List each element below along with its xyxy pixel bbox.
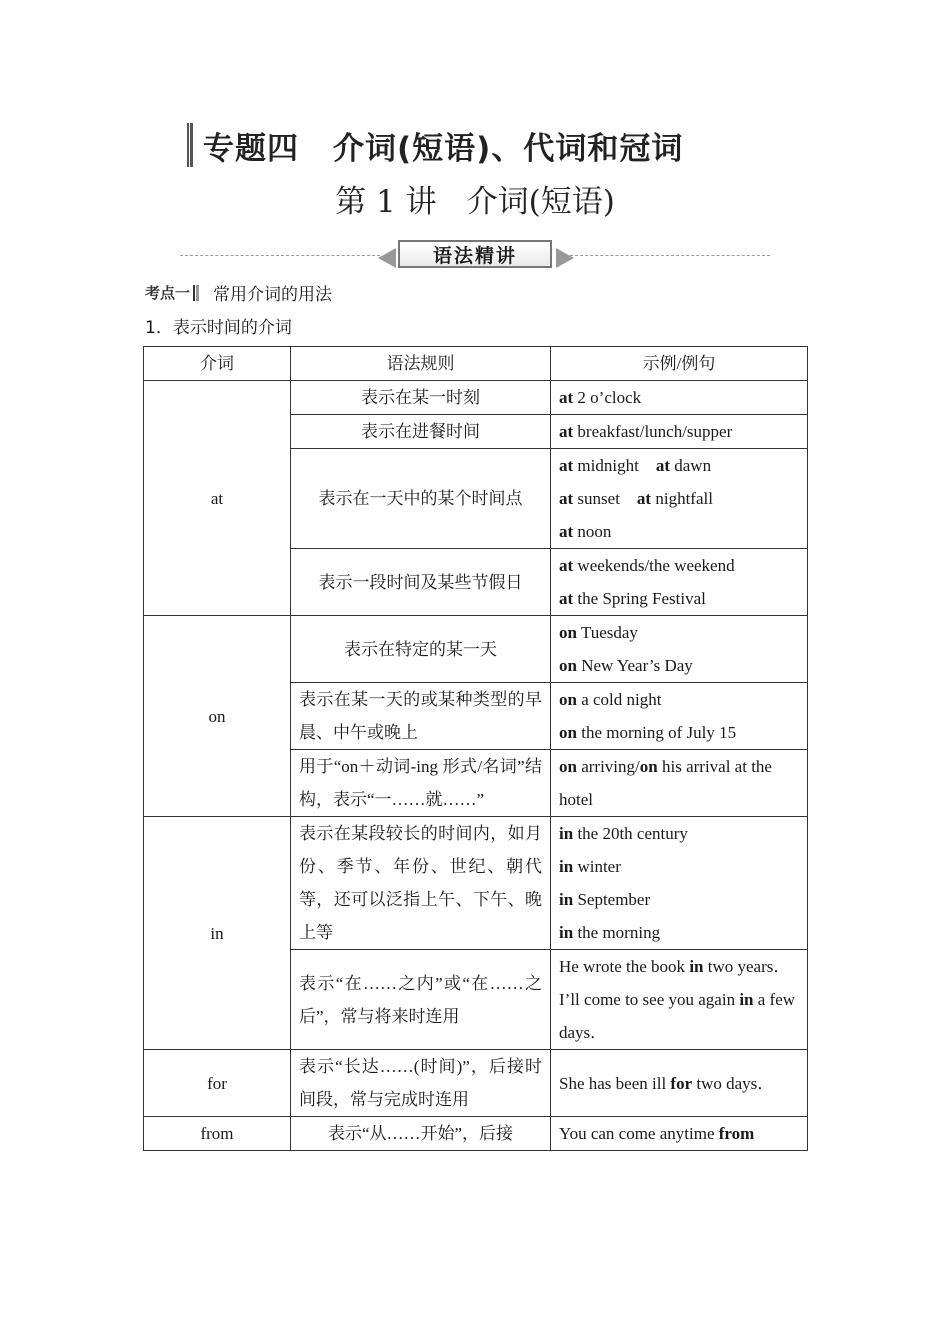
example-cell	[551, 449, 808, 549]
rule-cell: 表示一段时间及某些节假日	[291, 549, 551, 616]
example-text: a cold night	[576, 690, 662, 709]
example-keyword: at	[559, 388, 574, 407]
example-line	[559, 415, 799, 448]
example-cell	[551, 817, 808, 950]
example-text: his arrival at the hotel	[559, 757, 772, 809]
banner-label: 语法精讲	[398, 240, 552, 268]
example-text: weekends/the weekend	[573, 556, 735, 575]
lecture-name: 介词(短语)	[466, 184, 615, 220]
example-line	[559, 1067, 799, 1100]
example-text: dawn	[670, 456, 712, 475]
banner-left-wing	[378, 248, 396, 268]
rule-cell: 表示“长达……(时间)”，后接时间段，常与完成时连用	[291, 1050, 551, 1117]
example-line	[559, 482, 799, 515]
point-marker-icon	[193, 285, 199, 301]
example-keyword: at	[655, 456, 670, 475]
preposition-table	[143, 346, 808, 1151]
example-keyword: at	[559, 422, 574, 441]
rule-cell: 表示在某一天的或某种类型的早晨、中午或晚上	[291, 683, 551, 750]
example-keyword: at	[636, 489, 652, 508]
example-text: midnight	[573, 456, 656, 475]
example-keyword: on	[559, 656, 577, 675]
example-line	[559, 950, 799, 983]
preposition-cell: on	[144, 616, 291, 817]
table-header-row	[144, 347, 808, 381]
table-body	[144, 381, 808, 1151]
example-keyword: on	[559, 690, 577, 709]
section-title: 1．表示时间的介词	[145, 318, 292, 338]
example-keyword: in	[689, 957, 704, 976]
rule-cell: 表示在某段较长的时间内，如月份、季节、年份、世纪、朝代等，还可以泛指上午、下午、晚上等	[291, 817, 551, 950]
example-line	[559, 1117, 799, 1150]
example-line	[559, 683, 799, 716]
example-line	[559, 817, 799, 850]
example-text: the morning	[573, 923, 661, 942]
example-text: a few days．	[559, 990, 796, 1042]
table-row	[144, 1050, 808, 1117]
example-keyword: from	[718, 1124, 755, 1143]
example-text: two years．	[703, 957, 791, 976]
example-line	[559, 750, 799, 816]
example-text: Tuesday	[576, 623, 638, 642]
divider-left	[180, 255, 380, 256]
example-text: sunset	[573, 489, 637, 508]
example-keyword: in	[559, 923, 574, 942]
example-line	[559, 582, 799, 615]
preposition-cell: for	[144, 1050, 291, 1117]
header-preposition: 介词	[144, 347, 291, 381]
example-cell	[551, 750, 808, 817]
point-heading	[145, 280, 332, 305]
rule-cell: 表示“在……之内”或“在……之后”，常与将来时连用	[291, 950, 551, 1050]
example-cell	[551, 415, 808, 449]
table-row	[144, 381, 808, 415]
example-cell	[551, 683, 808, 750]
point-tag: 考点一	[145, 284, 191, 302]
topic-name: 介词(短语)、代词和冠词	[333, 130, 684, 167]
example-keyword: on	[639, 757, 658, 776]
header-example: 示例/例句	[551, 347, 808, 381]
example-text: September	[573, 890, 651, 909]
example-keyword: in	[559, 824, 574, 843]
preposition-cell: from	[144, 1117, 291, 1151]
section-banner	[378, 240, 574, 270]
preposition-cell: in	[144, 817, 291, 1050]
example-line	[559, 716, 799, 749]
table-row	[144, 616, 808, 683]
example-text: the Spring Festival	[573, 589, 706, 608]
example-keyword: on	[559, 623, 577, 642]
lecture-number: 第 1 讲	[335, 184, 437, 220]
example-line	[559, 850, 799, 883]
example-text: I’ll come to see you again	[559, 990, 740, 1009]
example-text: 2 o’clock	[573, 388, 642, 407]
example-line	[559, 616, 799, 649]
rule-cell: 表示在一天中的某个时间点	[291, 449, 551, 549]
example-text: arriving/	[576, 757, 640, 776]
rule-cell: 表示在某一时刻	[291, 381, 551, 415]
example-line	[559, 449, 799, 482]
example-cell	[551, 950, 808, 1050]
preposition-cell: at	[144, 381, 291, 616]
example-line	[559, 883, 799, 916]
example-line	[559, 916, 799, 949]
example-text: winter	[573, 857, 621, 876]
example-keyword: at	[559, 489, 574, 508]
example-text: two days．	[692, 1073, 775, 1093]
example-line	[559, 515, 799, 548]
example-text: nightfall	[651, 489, 713, 508]
example-text: New Year’s Day	[576, 656, 693, 675]
example-cell	[551, 381, 808, 415]
example-keyword: at	[559, 589, 574, 608]
rule-cell: 用于“on＋动词-ing 形式/名词”结构，表示“一……就……”	[291, 750, 551, 817]
rule-cell: 表示“从……开始”，后接	[291, 1117, 551, 1151]
example-cell	[551, 1050, 808, 1117]
header-bar-decoration	[187, 123, 193, 167]
topic-header	[187, 122, 683, 168]
example-text: the 20th century	[573, 824, 688, 843]
example-line	[559, 983, 799, 1049]
example-keyword: on	[559, 723, 577, 742]
banner-right-wing	[556, 248, 574, 268]
example-text: She has been ill	[559, 1073, 671, 1093]
example-cell	[551, 1117, 808, 1151]
example-keyword: at	[559, 556, 574, 575]
example-keyword: in	[739, 990, 754, 1009]
table-row	[144, 817, 808, 950]
example-keyword: at	[559, 456, 574, 475]
example-keyword: in	[559, 857, 574, 876]
topic-title	[203, 123, 683, 168]
rule-cell: 表示在进餐时间	[291, 415, 551, 449]
example-line	[559, 549, 799, 582]
example-text: You can come anytime	[559, 1124, 719, 1143]
example-text: noon	[573, 522, 612, 541]
example-text: breakfast/lunch/supper	[573, 422, 733, 441]
topic-number: 专题四	[203, 130, 299, 167]
rule-cell: 表示在特定的某一天	[291, 616, 551, 683]
example-line	[559, 381, 799, 414]
example-keyword: on	[559, 757, 577, 776]
example-keyword: for	[670, 1073, 693, 1093]
example-line	[559, 649, 799, 682]
example-cell	[551, 616, 808, 683]
example-cell	[551, 549, 808, 616]
example-keyword: at	[559, 522, 574, 541]
lecture-title	[0, 176, 950, 221]
example-keyword: in	[559, 890, 574, 909]
divider-right	[570, 255, 770, 256]
example-text: the morning of July 15	[576, 723, 737, 742]
header-rule: 语法规则	[291, 347, 551, 381]
table-row	[144, 1117, 808, 1151]
point-title: 常用介词的用法	[213, 285, 333, 305]
example-text: He wrote the book	[559, 957, 690, 976]
